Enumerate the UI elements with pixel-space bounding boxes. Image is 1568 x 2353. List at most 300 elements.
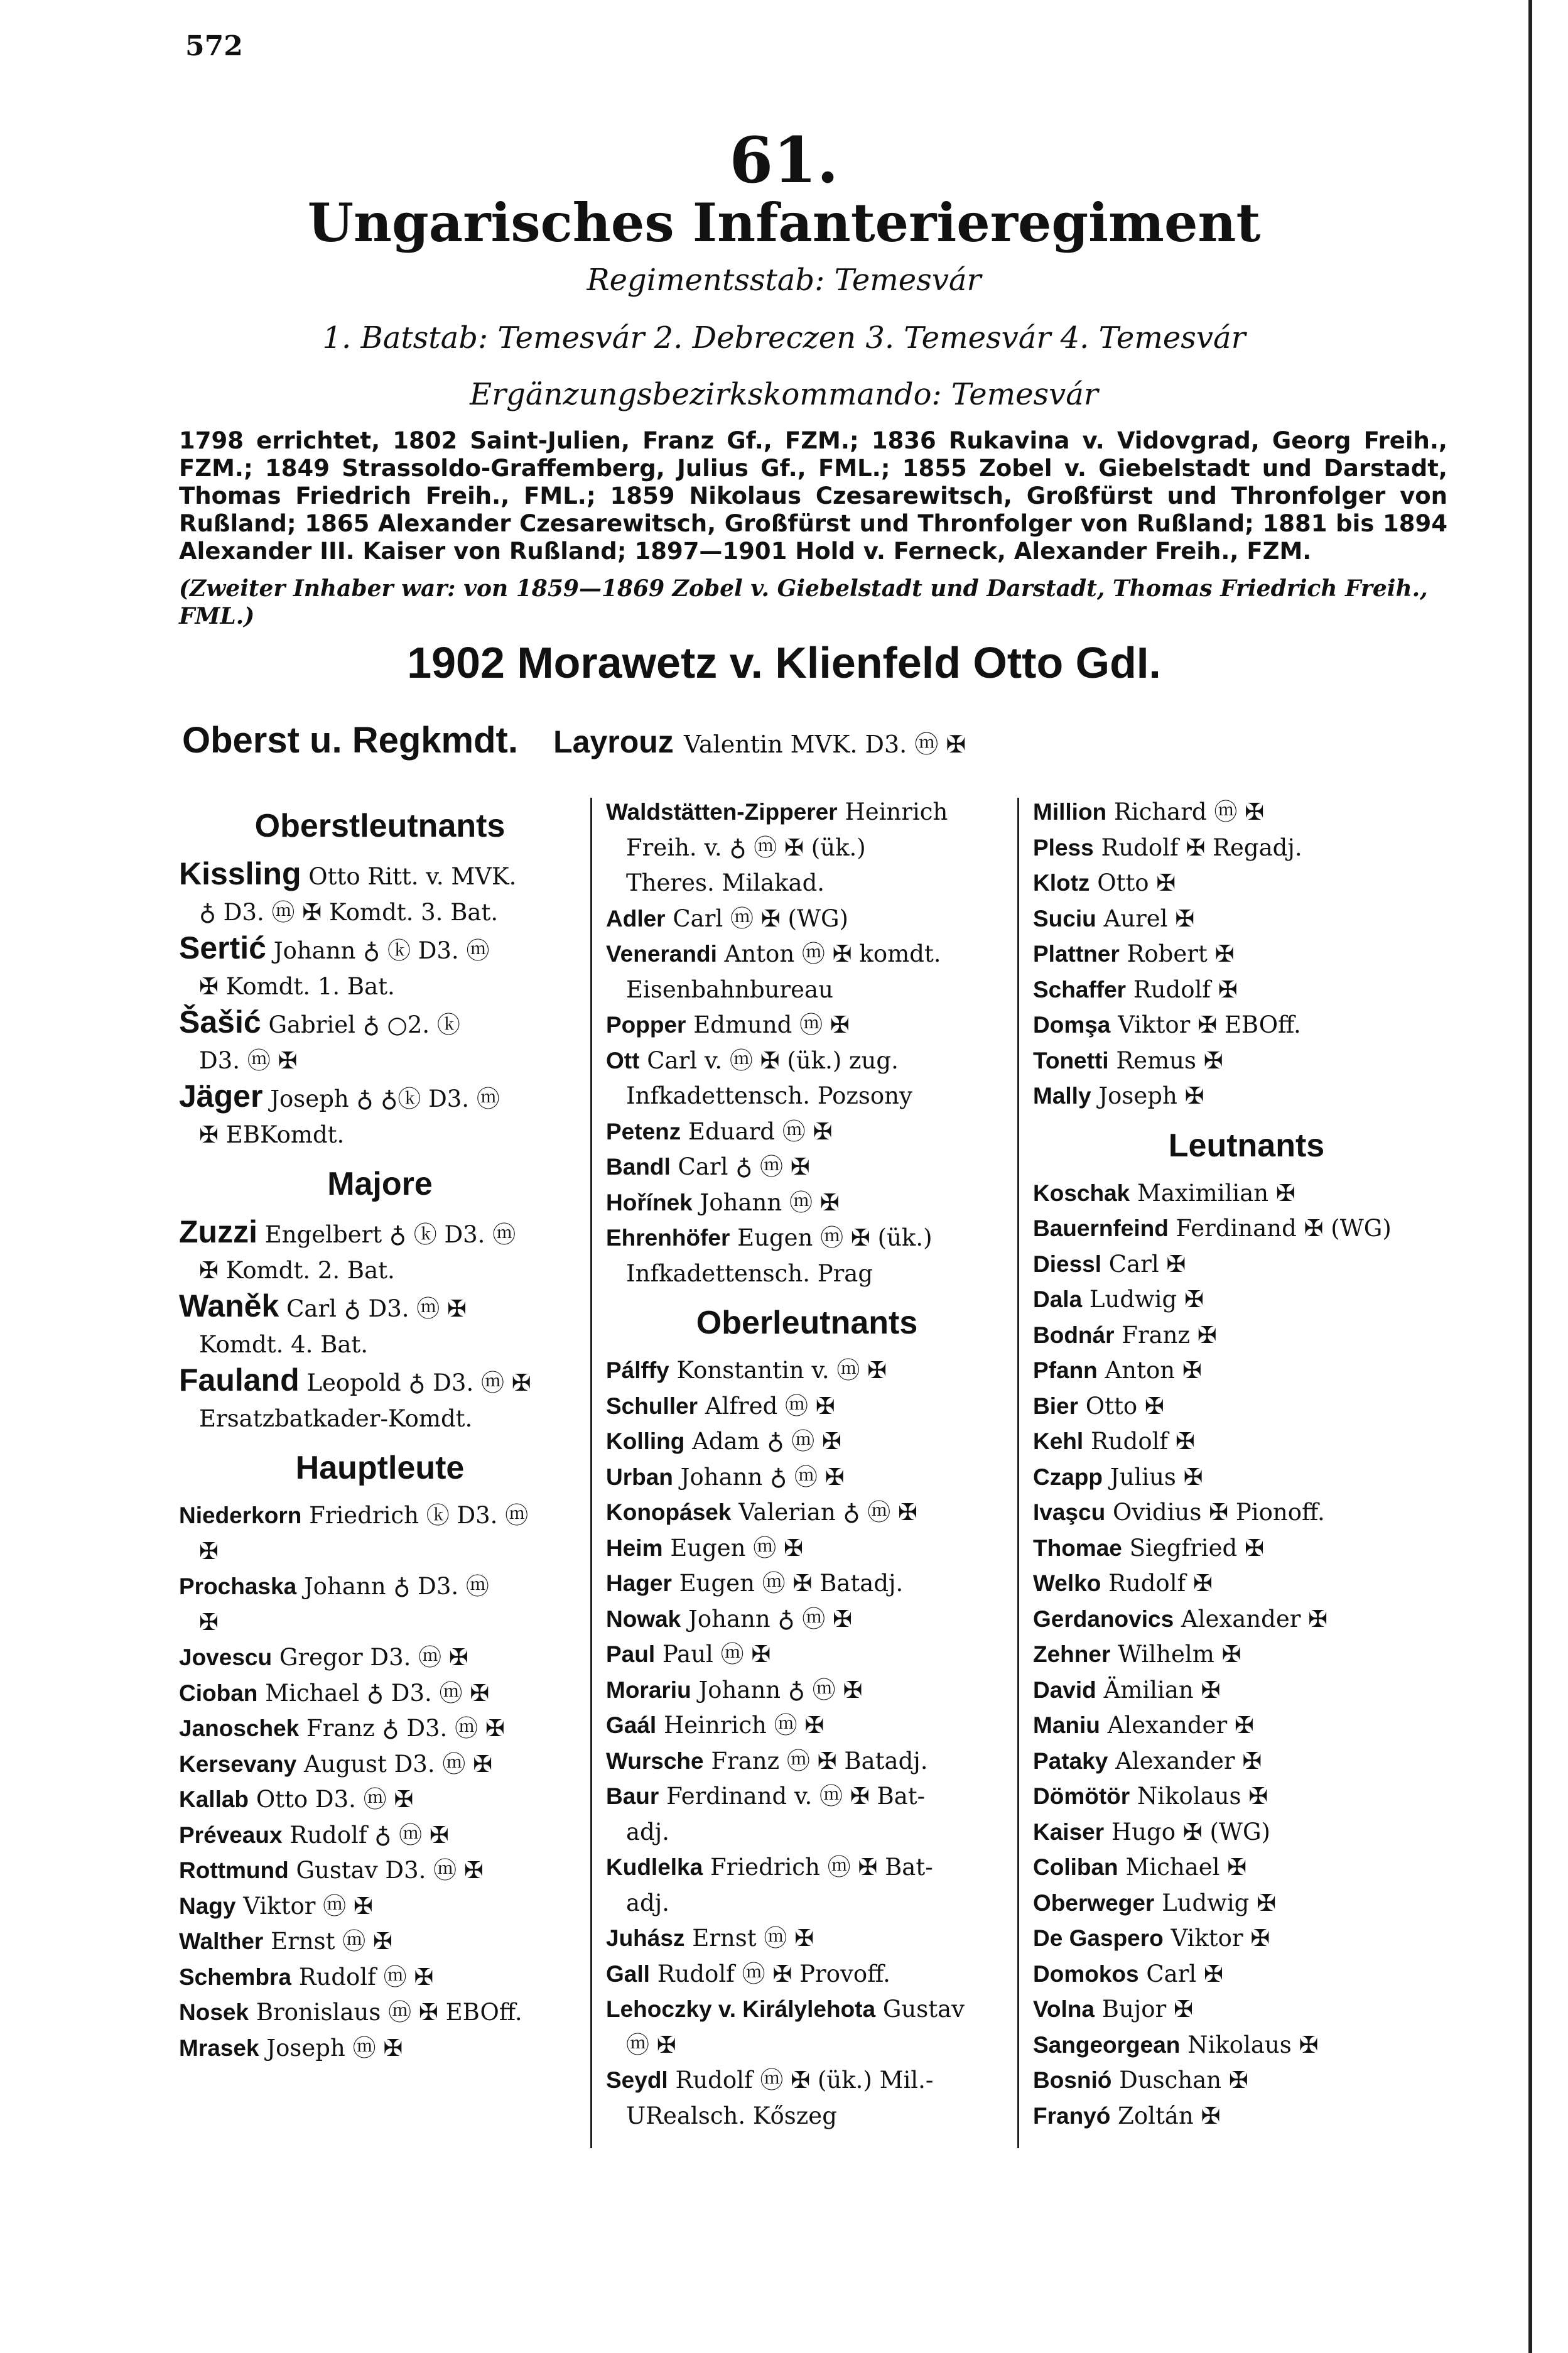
roster-entry: [606, 1353, 1008, 1389]
officer-detail: Siegfried ✠: [1129, 1534, 1264, 1562]
roster-entry: [1033, 1176, 1460, 1212]
officer-detail: Richard ⓜ ✠: [1113, 798, 1265, 825]
officer-name: Waldstätten-Zipperer: [606, 799, 838, 825]
officer-detail: ✠: [199, 1608, 219, 1636]
leutnants-list: [1033, 1176, 1460, 2134]
roster-entry: [1033, 866, 1460, 901]
officer-name: Mally: [1033, 1083, 1091, 1109]
officer-detail: Bujor ✠: [1101, 1996, 1193, 2023]
oberst-name: Layrouz: [553, 724, 674, 759]
officer-detail: Johann ♁ ⓜ ✠: [688, 1605, 853, 1633]
column-3: [1033, 795, 1460, 2134]
officer-detail: Friedrich ⓜ ✠ Bat-: [710, 1854, 933, 1881]
officer-detail: ✠ EBKomdt.: [199, 1121, 345, 1148]
officer-name: Schuller: [606, 1393, 698, 1419]
officer-name: Fauland: [179, 1362, 300, 1398]
officer-name: Pless: [1033, 834, 1094, 861]
officer-name: Kehl: [1033, 1428, 1084, 1454]
roster-entry: [1033, 1495, 1460, 1531]
regiment-number: 61.: [729, 123, 839, 197]
officer-name: Pálffy: [606, 1357, 669, 1383]
regiment-title: Ungarisches Infanterieregiment: [307, 192, 1261, 254]
roster-entry: [1033, 1921, 1460, 1957]
officer-detail: Otto ✠: [1097, 869, 1176, 896]
officer-detail: Gustav: [882, 1996, 965, 2023]
roster-entry: [1033, 1886, 1460, 1921]
officer-name: Franyó: [1033, 2102, 1111, 2129]
officer-detail: ✠ Komdt. 2. Bat.: [199, 1256, 395, 1284]
roster-entry: [606, 2099, 1008, 2134]
officer-detail: Friedrich ⓚ D3. ⓜ: [309, 1502, 529, 1529]
officer-detail: Carl ♁ D3. ⓜ ✠: [286, 1295, 467, 1322]
roster-entry: [1033, 1043, 1460, 1079]
officer-name: Domokos: [1033, 1960, 1139, 1987]
roster-entry: [606, 1495, 1008, 1531]
roster-entry: [179, 1569, 581, 1605]
roster-entry: [179, 1327, 581, 1363]
officer-detail: Nikolaus ✠: [1187, 2031, 1319, 2058]
regiment-history: 1798 errichtet, 1802 Saint-Julien, Franz Gf., FZM.; 1836 Rukavina v. Vidovgrad, Georg Freih., FZM.; 1849 Strassoldo-Graffemberg, Julius Gf., FML.; 1855 Zobel v. Giebelstadt und Darstadt, Thomas Friedrich Freih., FML.; 1859 Nikolaus Czesarewitsch, Großfürst und Thronfolger von Rußland; 1865 Alexander Czesarewitsch, Großfürst und Thronfolger von Rußland; 1881 bis 1894 Alexander III. Kaiser von Rußland; 1897—1901 Hold v. Ferneck, Alexander Freih., FZM.: [179, 427, 1447, 565]
roster-entry: [179, 2031, 581, 2067]
roster-entry: [179, 1117, 581, 1153]
roster-entry: [606, 1708, 1008, 1744]
officer-name: Heim: [606, 1535, 663, 1561]
roster-entry: [1033, 1602, 1460, 1638]
roster-entry: [606, 1114, 1008, 1150]
officer-name: Kissling: [179, 856, 301, 891]
roster-entry: [1033, 1637, 1460, 1673]
officer-detail: Joseph ✠: [1098, 1082, 1204, 1109]
officer-name: Ehrenhöfer: [606, 1225, 730, 1251]
roster-entry: [1033, 1318, 1460, 1354]
officer-name: Adler: [606, 905, 666, 932]
officer-detail: Johann ♁ ⓜ ✠: [698, 1676, 863, 1704]
officer-detail: Rudolf ⓜ ✠ Provoff.: [657, 1960, 890, 1987]
roster-entry: [179, 1401, 581, 1437]
roster-entry: [606, 1460, 1008, 1496]
officer-detail: Hugo ✠ (WG): [1111, 1818, 1270, 1845]
officer-name: Bosnió: [1033, 2067, 1112, 2093]
officer-detail: Adam ♁ ⓜ ✠: [692, 1428, 842, 1455]
officer-name: Bauernfeind: [1033, 1215, 1169, 1241]
roster-entry: [179, 1004, 581, 1043]
batstab: 1. Batstab: Temesvár 2. Debreczen 3. Temesvár 4. Temesvár: [322, 320, 1246, 356]
officer-detail: Konstantin v. ⓜ ✠: [676, 1357, 887, 1384]
officer-detail: Franz ✠: [1122, 1321, 1217, 1349]
officer-name: Bandl: [606, 1154, 671, 1180]
page-number: 572: [185, 30, 243, 62]
officer-detail: Ovidius ✠ Pionoff.: [1112, 1499, 1325, 1526]
roster-entry: [1033, 2063, 1460, 2099]
roster-entry: [606, 937, 1008, 972]
roster-entry: [179, 1853, 581, 1889]
column-2: [606, 795, 1008, 2134]
roster-entry: [606, 1256, 1008, 1292]
officer-name: Maniu: [1033, 1712, 1100, 1738]
officer-name: David: [1033, 1676, 1096, 1703]
officer-name: Morariu: [606, 1676, 691, 1703]
officer-detail: Gregor D3. ⓜ ✠: [279, 1644, 468, 1671]
officer-detail: Johann ♁ ⓚ D3. ⓜ: [273, 937, 490, 964]
roster-entry: [1033, 1424, 1460, 1460]
roster-entry: [1033, 1673, 1460, 1709]
officer-name: Coliban: [1033, 1854, 1118, 1880]
officer-detail: Aurel ✠: [1103, 905, 1195, 932]
roster-entry: [606, 830, 1008, 866]
officer-name: Baur: [606, 1783, 659, 1809]
officer-name: Venerandi: [606, 941, 717, 967]
officer-detail: Eisenbahnbureau: [626, 975, 833, 1003]
officer-detail: Nikolaus ✠: [1137, 1783, 1268, 1810]
roster-entry: [606, 1043, 1008, 1079]
officer-name: Juhász: [606, 1925, 685, 1951]
officer-detail: Rudolf ⓜ ✠: [298, 1963, 434, 1991]
officer-name: Dala: [1033, 1286, 1083, 1312]
officer-detail: Valerian ♁ ⓜ ✠: [738, 1499, 918, 1526]
roster-entry: [179, 1889, 581, 1925]
roster-entry: [606, 1815, 1008, 1850]
roster-entry: [1033, 1389, 1460, 1425]
officer-detail: Viktor ⓜ ✠: [243, 1892, 373, 1920]
roster-entry: [179, 1043, 581, 1079]
roster-entry: [606, 2028, 1008, 2063]
officer-detail: Alexander ✠: [1115, 1747, 1262, 1774]
roster-entry: [179, 1747, 581, 1783]
officer-detail: Johann ⓜ ✠: [700, 1188, 840, 1216]
officer-name: Nowak: [606, 1606, 681, 1632]
roster-entry: [606, 1531, 1008, 1567]
officer-detail: Anton ⓜ ✠ komdt.: [724, 940, 941, 967]
roster-entry: [1033, 795, 1460, 830]
roster-entry: [606, 1602, 1008, 1638]
officer-name: Seydl: [606, 2067, 668, 2093]
officer-detail: Heinrich: [845, 798, 948, 825]
officer-detail: Rudolf ⓜ ✠ (ük.) Mil.-: [675, 2067, 934, 2094]
officer-name: Bodnár: [1033, 1322, 1115, 1348]
officer-name: Wursche: [606, 1747, 704, 1774]
roster-entry: [1033, 1815, 1460, 1850]
officer-detail: ✠: [199, 1537, 219, 1565]
roster-entry: [606, 1424, 1008, 1460]
officer-name: Gall: [606, 1960, 650, 1987]
roster-entry: [606, 1220, 1008, 1256]
officer-detail: Rudolf ✠: [1133, 975, 1238, 1003]
officer-name: Pfann: [1033, 1357, 1098, 1383]
officer-detail: Alfred ⓜ ✠: [705, 1392, 835, 1420]
officer-name: Kaiser: [1033, 1818, 1105, 1845]
officer-name: Jäger: [179, 1079, 263, 1114]
officer-detail: Rudolf ✠: [1090, 1428, 1195, 1455]
officer-detail: Otto ✠: [1085, 1392, 1164, 1420]
roster-entry: [606, 1921, 1008, 1957]
roster-entry: [1033, 1566, 1460, 1602]
roster-entry: [179, 930, 581, 969]
roster-entry: [606, 1673, 1008, 1709]
column-divider: [590, 798, 592, 2148]
roster-entry: [606, 1008, 1008, 1043]
officer-detail: Wilhelm ✠: [1118, 1641, 1241, 1668]
officer-name: Schaffer: [1033, 976, 1127, 1003]
officer-detail: Ferdinand v. ⓜ ✠ Bat-: [666, 1783, 926, 1810]
roster-entry: [179, 1995, 581, 2031]
roster-entry: [179, 1711, 581, 1747]
hauptleute-continued-list: [606, 795, 1008, 1291]
roster-entry: [1033, 1247, 1460, 1283]
officer-name: Suciu: [1033, 905, 1096, 932]
roster-entry: [179, 1640, 581, 1676]
officer-name: Kersevany: [179, 1751, 297, 1777]
officer-detail: Infkadettensch. Prag: [626, 1259, 873, 1287]
section-heading-oberstleutnants: Oberstleutnants: [254, 808, 506, 844]
officer-name: Zuzzi: [179, 1214, 257, 1249]
officer-detail: Rudolf ♁ ⓜ ✠: [289, 1821, 449, 1849]
officer-detail: Maximilian ✠: [1137, 1179, 1295, 1207]
officer-detail: Ernst ⓜ ✠: [692, 1925, 814, 1952]
officer-detail: Carl ✠: [1146, 1960, 1223, 1987]
oberleutnants-list: [606, 1353, 1008, 2134]
roster-entry: [606, 1566, 1008, 1602]
officer-name: Walther: [179, 1928, 264, 1954]
roster-entry: [1033, 972, 1460, 1008]
roster-entry: [606, 1149, 1008, 1185]
officer-detail: Rudolf ✠ Regadj.: [1101, 834, 1302, 861]
officer-detail: Anton ✠: [1105, 1357, 1202, 1384]
officer-name: Cioban: [179, 1680, 258, 1706]
officer-detail: Ersatzbatkader-Komdt.: [199, 1405, 473, 1432]
roster-entry: [1033, 937, 1460, 972]
officer-detail: Julius ✠: [1110, 1463, 1203, 1491]
officer-name: Gerdanovics: [1033, 1606, 1174, 1632]
oberst-detail: Valentin MVK. D3. ⓜ ✠: [683, 731, 966, 758]
officer-detail: Otto D3. ⓜ ✠: [256, 1786, 414, 1813]
column-1: [179, 795, 581, 2066]
roster-entry: [1033, 1744, 1460, 1780]
officer-name: Sertić: [179, 930, 266, 965]
officer-detail: Eduard ⓜ ✠: [688, 1117, 833, 1145]
section-heading-hauptleute: Hauptleute: [295, 1450, 465, 1486]
roster-entry: [179, 1782, 581, 1818]
officer-name: Bier: [1033, 1393, 1078, 1419]
officer-detail: Franz ⓜ ✠ Batadj.: [711, 1747, 928, 1774]
oberleutnants-continued-list: [1033, 795, 1460, 1114]
officer-detail: ⓜ ✠: [626, 2031, 676, 2058]
officer-name: Kallab: [179, 1786, 249, 1812]
roster-entry: [606, 1886, 1008, 1921]
roster-entry: [1033, 830, 1460, 866]
officer-name: Mrasek: [179, 2035, 259, 2061]
officer-name: Schembra: [179, 1964, 291, 1990]
roster-entry: [179, 1498, 581, 1534]
hauptleute-list: [179, 1498, 581, 2066]
roster-entry: [606, 1850, 1008, 1886]
officer-name: Czapp: [1033, 1464, 1103, 1490]
roster-entry: [1033, 1211, 1460, 1247]
roster-entry: [179, 1960, 581, 1996]
second-owner-note: (Zweiter Inhaber war: von 1859—1869 Zobel v. Giebelstadt und Darstadt, Thomas Friedrich Freih., FML.): [179, 575, 1428, 629]
officer-name: Tonetti: [1033, 1047, 1109, 1073]
officer-name: Welko: [1033, 1570, 1101, 1596]
officer-detail: URealsch. Kőszeg: [626, 2102, 837, 2129]
officer-name: Plattner: [1033, 941, 1120, 967]
officer-detail: Joseph ⓜ ✠: [266, 2034, 403, 2062]
roster-entry: [606, 795, 1008, 830]
roster-entry: [179, 1676, 581, 1712]
officer-detail: Gabriel ♁ ○2. ⓚ: [268, 1011, 460, 1038]
officer-name: Jovescu: [179, 1644, 273, 1670]
officer-detail: Alexander ✠: [1107, 1712, 1254, 1739]
officer-name: Oberweger: [1033, 1889, 1155, 1916]
officer-name: Nagy: [179, 1893, 236, 1919]
officer-name: Šašić: [179, 1004, 261, 1040]
roster-entry: [1033, 1850, 1460, 1886]
officer-name: Konopásek: [606, 1499, 732, 1525]
officer-name: Million: [1033, 799, 1107, 825]
roster-entry: [179, 1362, 581, 1401]
roster-entry: [179, 1288, 581, 1327]
officer-name: Lehoczky v. Királylehota: [606, 1996, 876, 2022]
officer-detail: Gustav D3. ⓜ ✠: [296, 1857, 484, 1884]
officer-detail: Ämilian ✠: [1103, 1676, 1221, 1704]
roster-entry: [1033, 1079, 1460, 1114]
officer-detail: Carl ✠: [1108, 1250, 1186, 1278]
officer-detail: ♁ D3. ⓜ ✠ Komdt. 3. Bat.: [199, 898, 499, 926]
roster-entry: [606, 1389, 1008, 1425]
officer-detail: Zoltán ✠: [1118, 2102, 1221, 2129]
officer-detail: Carl v. ⓜ ✠ (ük.) zug.: [647, 1046, 899, 1074]
officer-detail: Leopold ♁ D3. ⓜ ✠: [306, 1369, 531, 1396]
officer-name: Domşa: [1033, 1012, 1111, 1038]
officer-name: Gaál: [606, 1712, 657, 1738]
officer-detail: Johann ♁ ⓜ ✠: [680, 1463, 845, 1491]
officer-name: Ott: [606, 1047, 640, 1073]
officer-name: Hořínek: [606, 1189, 693, 1215]
officer-name: Koschak: [1033, 1180, 1130, 1206]
roster-entry: [606, 1079, 1008, 1114]
roster-entry: [1033, 1008, 1460, 1043]
officer-name: Hager: [606, 1570, 672, 1596]
officer-name: Ivaşcu: [1033, 1499, 1106, 1525]
regiment-owner: 1902 Morawetz v. Klienfeld Otto GdI.: [407, 638, 1161, 687]
roster-entry: [179, 895, 581, 931]
roster-entry: [606, 1779, 1008, 1815]
roster-entry: [179, 1605, 581, 1641]
officer-detail: Ernst ⓜ ✠: [271, 1928, 392, 1955]
officer-detail: Infkadettensch. Pozsony: [626, 1082, 912, 1109]
oberst-line: [182, 719, 966, 761]
roster-entry: [606, 1957, 1008, 1992]
roster-entry: [1033, 1460, 1460, 1496]
officer-detail: Engelbert ♁ ⓚ D3. ⓜ: [264, 1221, 516, 1248]
officer-detail: Ferdinand ✠ (WG): [1176, 1215, 1392, 1242]
officer-detail: Viktor ✠: [1171, 1925, 1270, 1952]
officer-name: Paul: [606, 1641, 656, 1667]
officer-detail: Theres. Milakad.: [626, 869, 825, 896]
officer-name: Kudlelka: [606, 1854, 703, 1880]
roster-entry: [179, 1214, 581, 1253]
officer-detail: Robert ✠: [1127, 940, 1235, 967]
ergaenzungsbezirk: Ergänzungsbezirkskommando: Temesvár: [470, 377, 1098, 412]
roster-entry: [1033, 2028, 1460, 2063]
officer-detail: ✠ Komdt. 1. Bat.: [199, 972, 395, 1000]
roster-entry: [179, 856, 581, 895]
officer-detail: Paul ⓜ ✠: [662, 1641, 771, 1668]
officer-detail: Komdt. 4. Bat.: [199, 1330, 369, 1358]
officer-detail: Edmund ⓜ ✠: [693, 1011, 850, 1038]
officer-name: Klotz: [1033, 870, 1090, 896]
officer-detail: Johann ♁ D3. ⓜ: [303, 1573, 489, 1600]
regimentsstab: Regimentsstab: Temesvár: [587, 263, 981, 298]
officer-name: Volna: [1033, 1996, 1095, 2022]
roster-entry: [606, 901, 1008, 937]
officer-name: Urban: [606, 1464, 673, 1490]
roster-entry: [179, 1534, 581, 1570]
officer-detail: adj.: [626, 1889, 669, 1916]
roster-entry: [1033, 1531, 1460, 1567]
roster-entry: [179, 1818, 581, 1854]
officer-detail: Michael ✠: [1125, 1854, 1247, 1881]
officer-name: Popper: [606, 1012, 686, 1038]
oberst-rank: Oberst u. Regkmdt.: [182, 720, 518, 761]
roster-entry: [1033, 1353, 1460, 1389]
roster-entry: [606, 1992, 1008, 2028]
officer-name: Préveaux: [179, 1822, 283, 1848]
roster-entry: [1033, 1992, 1460, 2028]
roster-entry: [606, 1637, 1008, 1673]
section-heading-leutnants: Leutnants: [1168, 1127, 1325, 1164]
oberstleutnants-list: [179, 856, 581, 1153]
roster-entry: [606, 2063, 1008, 2099]
majore-list: [179, 1214, 581, 1437]
officer-detail: Franz ♁ D3. ⓜ ✠: [306, 1715, 505, 1742]
officer-detail: Bronislaus ⓜ ✠ EBOff.: [256, 1999, 522, 2026]
roster-entry: [179, 969, 581, 1005]
roster-entry: [1033, 901, 1460, 937]
officer-name: Petenz: [606, 1118, 681, 1144]
officer-detail: Michael ♁ D3. ⓜ ✠: [265, 1679, 490, 1707]
section-heading-oberleutnants: Oberleutnants: [696, 1305, 918, 1341]
officer-name: Waněk: [179, 1288, 279, 1323]
officer-name: Prochaska: [179, 1573, 297, 1599]
officer-detail: Alexander ✠: [1181, 1605, 1328, 1633]
officer-name: Janoschek: [179, 1715, 300, 1741]
roster-entry: [179, 1924, 581, 1960]
officer-detail: Remus ✠: [1116, 1046, 1223, 1074]
officer-detail: Eugen ⓜ ✠ (ük.): [737, 1224, 933, 1251]
officer-detail: adj.: [626, 1818, 669, 1845]
officer-detail: Carl ♁ ⓜ ✠: [678, 1153, 810, 1180]
roster-entry: [179, 1079, 581, 1117]
officer-detail: Carl ⓜ ✠ (WG): [673, 905, 848, 932]
roster-entry: [606, 866, 1008, 901]
officer-name: Kolling: [606, 1428, 685, 1454]
roster-entry: [1033, 2099, 1460, 2134]
officer-detail: D3. ⓜ ✠: [199, 1046, 298, 1074]
roster-entry: [606, 1185, 1008, 1221]
officer-detail: Freih. v. ♁ ⓜ ✠ (ük.): [626, 834, 866, 861]
officer-name: Dömötör: [1033, 1783, 1130, 1809]
column-divider: [1017, 798, 1019, 2148]
section-heading-majore: Majore: [327, 1166, 433, 1202]
officer-name: Rottmund: [179, 1857, 289, 1883]
officer-detail: Eugen ⓜ ✠ Batadj.: [679, 1570, 904, 1597]
officer-detail: Ludwig ✠: [1162, 1889, 1277, 1916]
roster-entry: [606, 1744, 1008, 1780]
officer-name: Diessl: [1033, 1251, 1102, 1277]
officer-name: Nosek: [179, 1999, 249, 2025]
officer-detail: Ludwig ✠: [1089, 1286, 1204, 1313]
officer-name: Thomae: [1033, 1535, 1122, 1561]
officer-detail: Otto Ritt. v. MVK.: [308, 863, 517, 890]
